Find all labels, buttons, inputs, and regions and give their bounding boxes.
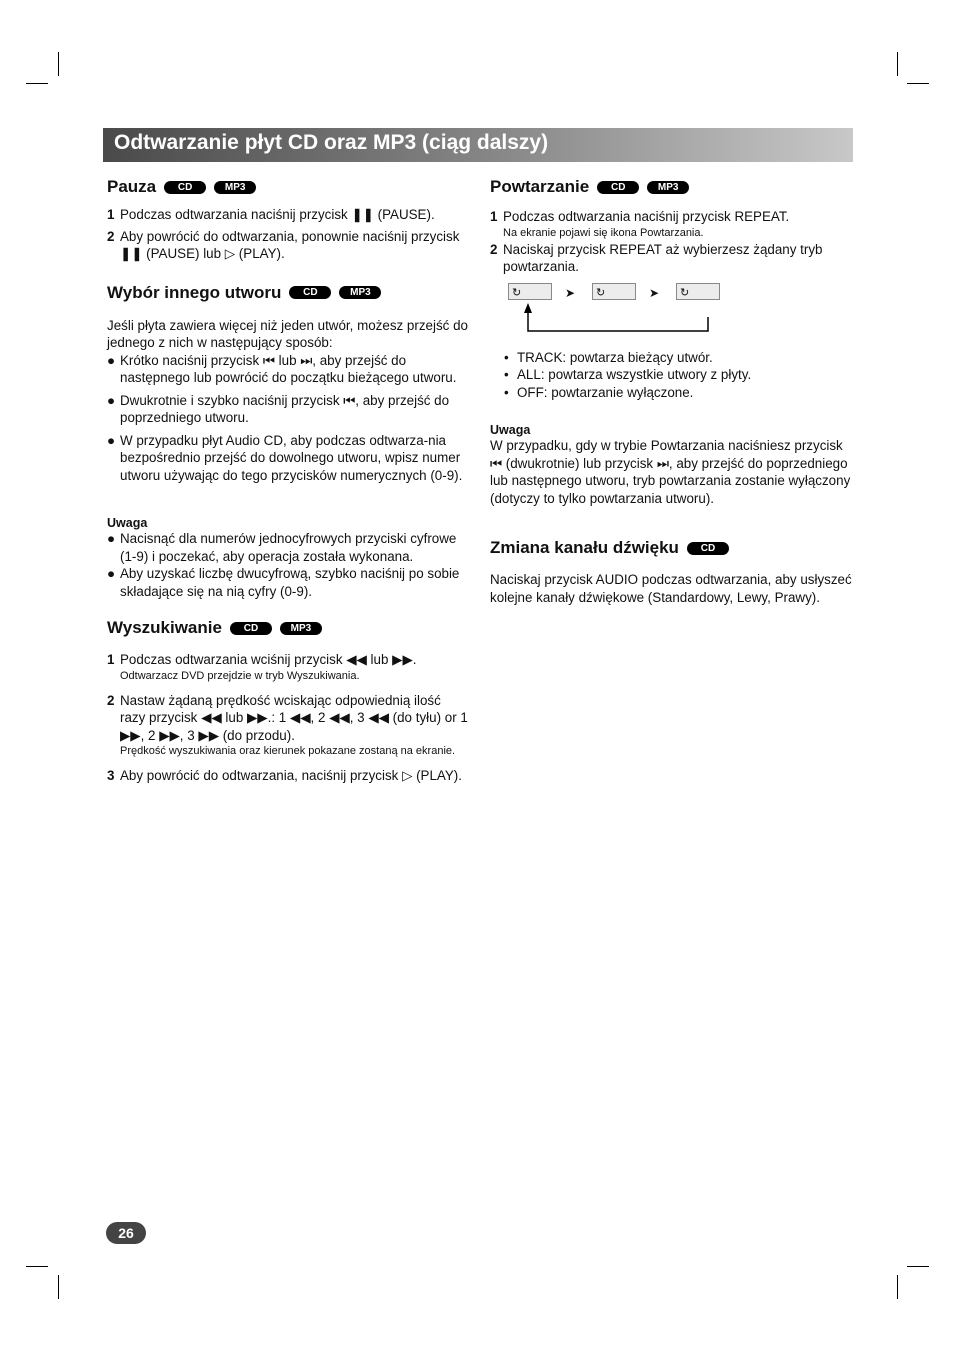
repeat-icon-box <box>508 283 552 300</box>
paragraph: Jeśli płyta zawiera więcej niż jeden utwór, możesz przejść do jednego z nich w następujący sposób: <box>107 317 468 350</box>
cd-badge: CD <box>687 542 729 555</box>
repeat-icon: ↻ <box>596 286 606 299</box>
left-column <box>107 176 469 785</box>
repeat-icon-box <box>592 283 636 300</box>
list-item: ● W przypadku płyt Audio CD, aby podczas odtwarza-nia bezpośrednio przejść do dowolnego utworu, wpisz numer utworu używając do tego przycisków numerycznych (0-9). <box>107 432 463 483</box>
mp3-badge: MP3 <box>214 181 256 194</box>
step: 2 Naciskaj przycisk REPEAT aż wybierzesz żądany tryb powtarzania. <box>490 241 823 274</box>
page-number: 26 <box>106 1222 146 1244</box>
crop-mark <box>907 1266 929 1267</box>
section-title-pauza: Pauza CD MP3 <box>107 176 469 198</box>
list-item: • TRACK: powtarza bieżący utwór. <box>504 349 713 365</box>
mp3-badge: MP3 <box>647 181 689 194</box>
crop-mark <box>897 1275 898 1299</box>
loop-back-arrow-icon <box>520 303 716 333</box>
repeat-diagram <box>490 283 852 333</box>
cd-badge: CD <box>230 622 272 635</box>
crop-mark <box>58 52 59 76</box>
mp3-badge: MP3 <box>280 622 322 635</box>
step: 3 Aby powrócić do odtwarzania, naciśnij przycisk ▷ (PLAY). <box>107 768 462 783</box>
repeat-icon: ↻ <box>512 286 522 299</box>
list-item: • OFF: powtarzanie wyłączone. <box>504 384 694 400</box>
section-title-wyszukiwanie: Wyszukiwanie CD MP3 <box>107 617 469 639</box>
section-title-zmiana: Zmiana kanału dźwięku CD <box>490 537 852 559</box>
note-text: W przypadku, gdy w trybie Powtarzania naciśniesz przycisk ⏮ (dwukrotnie) lub przycisk ⏭, aby przejść do poprzedniego lub następnego utworu, tryb powtarzania zostanie wyłączony (dotyczy to tylko powtarzania utworu). <box>490 438 851 506</box>
arrow-right-icon: ➤ <box>649 285 660 300</box>
note-title: Uwaga <box>490 423 531 437</box>
section-title-powtarzanie: Powtarzanie CD MP3 <box>490 176 852 198</box>
repeat-icon: ↻ <box>680 286 690 299</box>
crop-mark <box>907 83 929 84</box>
paragraph: Naciskaj przycisk AUDIO podczas odtwarzania, aby usłyszeć kolejne kanały dźwiękowe (Standardowy, Lewy, Prawy). <box>490 572 852 605</box>
crop-mark <box>26 1266 48 1267</box>
list-item: ● Krótko naciśnij przycisk ⏮ lub ⏭, aby przejść do następnego lub powrócić do początku bieżącego utworu. <box>107 352 457 385</box>
repeat-icon-box <box>676 283 720 300</box>
section-title-wybor: Wybór innego utworu CD MP3 <box>107 282 469 304</box>
note-title: Uwaga <box>107 516 148 530</box>
right-column <box>490 176 852 606</box>
arrow-right-icon: ➤ <box>565 285 576 300</box>
crop-mark <box>58 1275 59 1299</box>
cd-badge: CD <box>597 181 639 194</box>
page-header <box>103 128 853 162</box>
list-item: • ALL: powtarza wszystkie utwory z płyty. <box>504 367 752 382</box>
cd-badge: CD <box>164 181 206 194</box>
cd-badge: CD <box>289 286 331 299</box>
list-item: ● Aby uzyskać liczbę dwucyfrową, szybko naciśnij po sobie składające się na nią cyfry (0-9). <box>107 566 460 599</box>
page-title: Odtwarzanie płyt CD oraz MP3 (ciąg dalszy) <box>114 131 549 154</box>
mp3-badge: MP3 <box>339 286 381 299</box>
step: 2 Nastaw żądaną prędkość wciskając odpowiednią ilość razy przycisk ◀◀ lub ▶▶.: 1 ◀◀, 2 ◀◀, 3 ◀◀ (do tyłu) or 1 ▶▶, 2 ▶▶, 3 ▶▶ (do przodu). Prędkość wyszukiwania oraz kierunek pokazane zostaną na ekranie. <box>107 692 468 757</box>
list-item: ● Nacisnąć dla numerów jednocyfrowych przyciski cyfrowe (1-9) i poczekać, aby operacja została wykonana. <box>107 531 457 564</box>
list-item: ● Dwukrotnie i szybko naciśnij przycisk ⏮, aby przejść do poprzedniego utworu. <box>107 392 450 425</box>
crop-mark <box>26 83 48 84</box>
step: 1 Podczas odtwarzania naciśnij przycisk REPEAT. Na ekranie pojawi się ikona Powtarzania. <box>490 209 790 239</box>
step: 1 Podczas odtwarzania naciśnij przycisk ❚❚ (PAUSE). <box>107 207 435 222</box>
step: 2 Aby powrócić do odtwarzania, ponownie naciśnij przycisk ❚❚ (PAUSE) lub ▷ (PLAY). <box>107 228 460 261</box>
crop-mark <box>897 52 898 76</box>
step: 1 Podczas odtwarzania wciśnij przycisk ◀◀ lub ▶▶. Odtwarzacz DVD przejdzie w tryb Wyszukiwania. <box>107 652 417 682</box>
